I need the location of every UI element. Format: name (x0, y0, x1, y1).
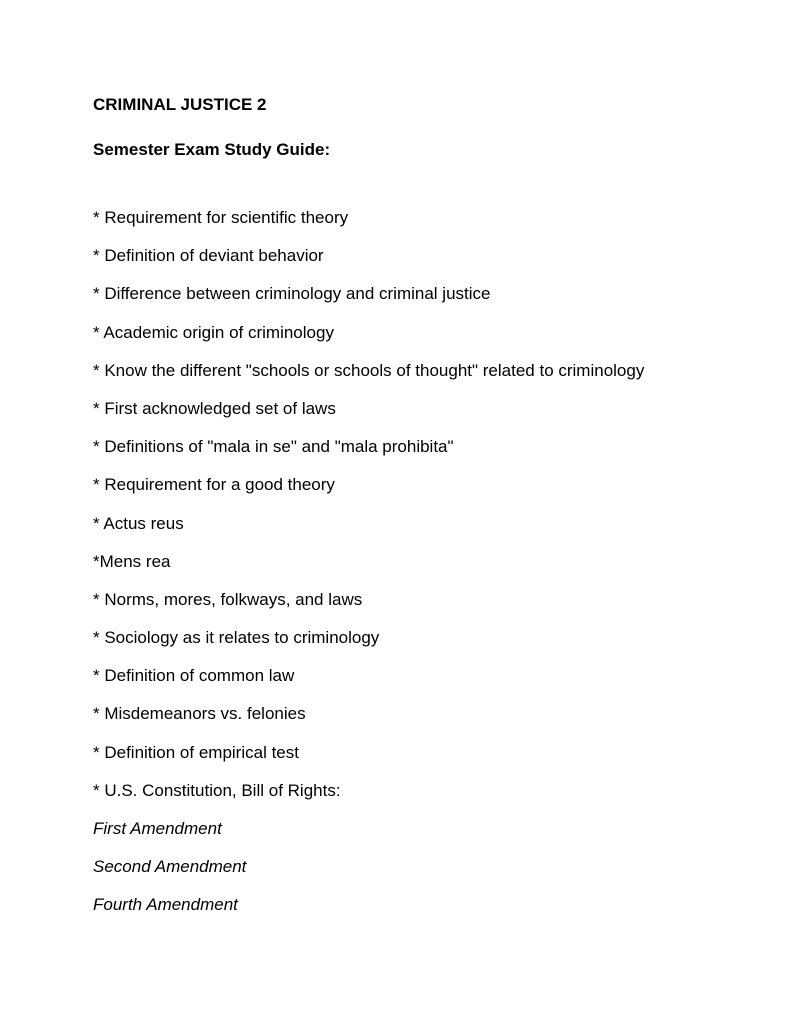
topic-item: * Requirement for a good theory (93, 475, 335, 495)
topic-item: * U.S. Constitution, Bill of Rights: (93, 780, 341, 800)
document-page (93, 0, 753, 1024)
course-title: CRIMINAL JUSTICE 2 (93, 95, 267, 114)
topic-item: * Actus reus (93, 513, 184, 533)
topic-item: * Misdemeanors vs. felonies (93, 704, 306, 724)
topic-item: * Definition of empirical test (93, 742, 299, 762)
topic-item: * Know the different "schools or schools of thought" related to criminology (93, 360, 645, 380)
topic-item: * Academic origin of criminology (93, 322, 334, 342)
topic-item: * Definition of deviant behavior (93, 246, 324, 266)
topic-item: * Sociology as it relates to criminology (93, 628, 380, 648)
amendment-list (93, 819, 246, 934)
topic-item: *Mens rea (93, 551, 171, 571)
topic-item: * Difference between criminology and criminal justice (93, 284, 491, 304)
topic-item: * Norms, mores, folkways, and laws (93, 589, 363, 609)
study-guide-subtitle: Semester Exam Study Guide: (93, 140, 331, 159)
topic-list (93, 208, 644, 819)
topic-item: * Definition of common law (93, 666, 295, 686)
amendment-item: First Amendment (93, 819, 222, 838)
topic-item: * Requirement for scientific theory (93, 208, 349, 227)
amendment-item: Second Amendment (93, 857, 247, 877)
amendment-item: Fourth Amendment (93, 895, 238, 915)
topic-item: * First acknowledged set of laws (93, 398, 336, 418)
topic-item: * Definitions of "mala in se" and "mala prohibita" (93, 437, 454, 457)
